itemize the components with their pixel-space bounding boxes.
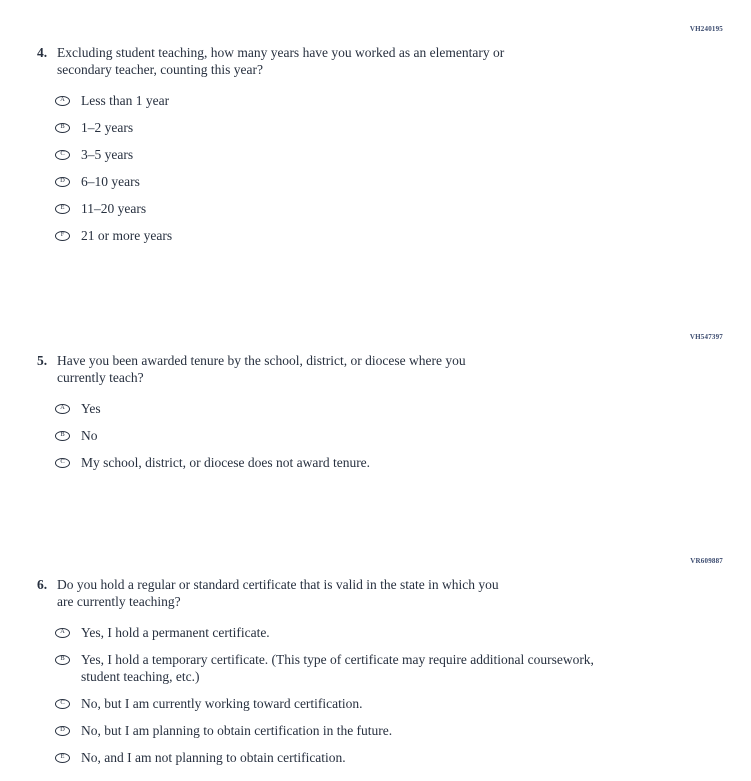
question-text-line: secondary teacher, counting this year? [57, 62, 263, 77]
option-label: No [81, 428, 98, 443]
answer-bubble[interactable]: D [55, 177, 70, 187]
option-q4-b[interactable] [55, 119, 723, 136]
option-label: 1–2 years [81, 120, 134, 135]
question-text-line: Have you been awarded tenure by the school, district, or diocese where you [57, 353, 466, 368]
answer-bubble[interactable]: B [55, 655, 70, 665]
option-q6-a[interactable] [55, 624, 723, 641]
question-number: 5. [37, 353, 48, 368]
question-4 [37, 44, 723, 78]
option-q6-b[interactable] [55, 651, 723, 685]
answer-bubble[interactable]: A [55, 628, 70, 638]
question-number: 4. [37, 45, 48, 60]
item-code: VH240195 [689, 25, 723, 33]
question-4-block [37, 25, 723, 254]
option-q6-e[interactable] [55, 749, 723, 766]
item-code: VH547397 [689, 333, 723, 341]
option-q4-c[interactable] [55, 146, 723, 163]
question-text-line: Excluding student teaching, how many years have you worked as an elementary or [57, 45, 505, 60]
answer-bubble[interactable]: A [55, 404, 70, 414]
option-label-line: student teaching, etc.) [81, 669, 200, 684]
option-label: No, but I am currently working toward certification. [81, 696, 363, 711]
option-label: 11–20 years [81, 201, 147, 216]
option-q4-a[interactable] [55, 92, 723, 109]
option-label: No, but I am planning to obtain certification in the future. [81, 723, 393, 738]
option-label [81, 651, 594, 685]
option-q6-d[interactable] [55, 722, 723, 739]
option-q5-b[interactable] [55, 427, 723, 444]
option-label: 3–5 years [81, 147, 134, 162]
option-label: 21 or more years [81, 228, 173, 243]
question-6 [37, 576, 723, 610]
question-6-block [37, 557, 723, 776]
answer-bubble[interactable]: C [55, 150, 70, 160]
question-text [57, 576, 499, 610]
option-q5-a[interactable] [55, 400, 723, 417]
option-label: Yes [81, 401, 101, 416]
question-5-block [37, 333, 723, 481]
answer-bubble[interactable]: E [55, 204, 70, 214]
question-text-line: are currently teaching? [57, 594, 181, 609]
option-q6-c[interactable] [55, 695, 723, 712]
option-q4-f[interactable] [55, 227, 723, 244]
option-label: No, and I am not planning to obtain certification. [81, 750, 346, 765]
answer-bubble[interactable]: C [55, 458, 70, 468]
answer-bubble[interactable]: A [55, 96, 70, 106]
question-text-line: currently teach? [57, 370, 144, 385]
question-text-line: Do you hold a regular or standard certificate that is valid in the state in which you [57, 577, 499, 592]
answer-bubble[interactable]: C [55, 699, 70, 709]
question-5 [37, 352, 723, 386]
item-code: VR609887 [690, 557, 723, 565]
option-label: My school, district, or diocese does not award tenure. [81, 455, 371, 470]
option-q5-c[interactable] [55, 454, 723, 471]
question-4-options [55, 92, 723, 244]
option-label: Yes, I hold a permanent certificate. [81, 625, 270, 640]
question-text [57, 352, 466, 386]
answer-bubble[interactable]: E [55, 753, 70, 763]
answer-bubble[interactable]: D [55, 726, 70, 736]
option-label: 6–10 years [81, 174, 140, 189]
option-label-line: Yes, I hold a temporary certificate. (This type of certificate may require additional coursework, [81, 652, 594, 667]
question-text [57, 44, 504, 78]
answer-bubble[interactable]: B [55, 431, 70, 441]
answer-bubble[interactable]: F [55, 231, 70, 241]
question-5-options [55, 400, 723, 471]
question-number: 6. [37, 577, 48, 592]
question-6-options [55, 624, 723, 766]
option-q4-e[interactable] [55, 200, 723, 217]
option-q4-d[interactable] [55, 173, 723, 190]
answer-bubble[interactable]: B [55, 123, 70, 133]
option-label: Less than 1 year [81, 93, 170, 108]
